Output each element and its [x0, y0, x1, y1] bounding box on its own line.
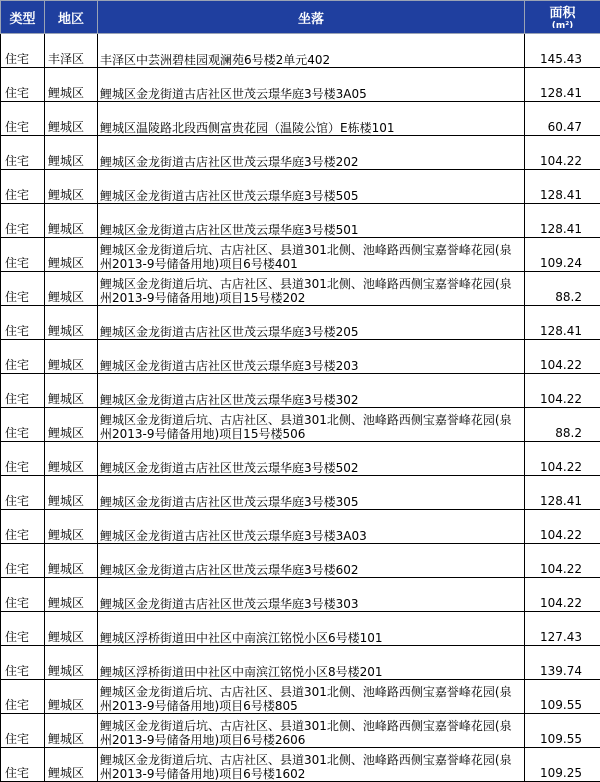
cell-area: 鲤城区 — [45, 238, 98, 272]
cell-type: 住宅 — [1, 476, 45, 510]
cell-size: 109.24 — [525, 238, 600, 272]
cell-address: 鲤城区金龙街道古店社区世茂云璟华庭3号楼501 — [98, 204, 525, 238]
cell-size: 104.22 — [525, 442, 600, 476]
cell-type: 住宅 — [1, 68, 45, 102]
table-row — [1, 340, 600, 374]
cell-area: 鲤城区 — [45, 340, 98, 374]
cell-address: 鲤城区金龙街道后坑、古店社区、县道301北侧、池峰路西侧宝嘉誉峰花园(泉州2013-9号储备用地)项目6号楼1602 — [98, 748, 525, 782]
cell-address: 鲤城区金龙街道古店社区世茂云璟华庭3号楼305 — [98, 476, 525, 510]
cell-size: 145.43 — [525, 34, 600, 68]
cell-address: 丰泽区中芸洲碧桂园观澜苑6号楼2单元402 — [98, 34, 525, 68]
cell-address: 鲤城区金龙街道古店社区世茂云璟华庭3号楼3A03 — [98, 510, 525, 544]
table-row — [1, 748, 600, 782]
cell-size: 109.55 — [525, 680, 600, 714]
table-row — [1, 68, 600, 102]
cell-type: 住宅 — [1, 340, 45, 374]
cell-address: 鲤城区金龙街道古店社区世茂云璟华庭3号楼502 — [98, 442, 525, 476]
cell-size: 104.22 — [525, 136, 600, 170]
cell-type: 住宅 — [1, 646, 45, 680]
cell-address: 鲤城区浮桥街道田中社区中南滨江铭悦小区8号楼201 — [98, 646, 525, 680]
cell-size: 104.22 — [525, 340, 600, 374]
cell-area: 鲤城区 — [45, 680, 98, 714]
cell-area: 鲤城区 — [45, 102, 98, 136]
table-row — [1, 238, 600, 272]
cell-address: 鲤城区浮桥街道田中社区中南滨江铭悦小区6号楼101 — [98, 612, 525, 646]
cell-area: 鲤城区 — [45, 204, 98, 238]
cell-address: 鲤城区温陵路北段西侧富贵花园（温陵公馆）E栋楼101 — [98, 102, 525, 136]
size-header-label: 面积 — [549, 6, 575, 21]
cell-address: 鲤城区金龙街道古店社区世茂云璟华庭3号楼203 — [98, 340, 525, 374]
cell-area: 鲤城区 — [45, 68, 98, 102]
cell-size: 128.41 — [525, 476, 600, 510]
cell-type: 住宅 — [1, 748, 45, 782]
cell-address: 鲤城区金龙街道后坑、古店社区、县道301北侧、池峰路西侧宝嘉誉峰花园(泉州2013-9号储备用地)项目15号楼202 — [98, 272, 525, 306]
cell-size: 60.47 — [525, 102, 600, 136]
cell-area: 鲤城区 — [45, 170, 98, 204]
table-row — [1, 102, 600, 136]
table-row — [1, 612, 600, 646]
cell-area: 鲤城区 — [45, 136, 98, 170]
cell-area: 鲤城区 — [45, 272, 98, 306]
cell-type: 住宅 — [1, 714, 45, 748]
table-row — [1, 306, 600, 340]
cell-size: 104.22 — [525, 578, 600, 612]
cell-size: 127.43 — [525, 612, 600, 646]
cell-size: 109.25 — [525, 748, 600, 782]
cell-type: 住宅 — [1, 34, 45, 68]
cell-size: 104.22 — [525, 544, 600, 578]
cell-area: 鲤城区 — [45, 578, 98, 612]
cell-type: 住宅 — [1, 374, 45, 408]
cell-size: 139.74 — [525, 646, 600, 680]
cell-type: 住宅 — [1, 204, 45, 238]
table-row — [1, 646, 600, 680]
table-row — [1, 442, 600, 476]
cell-size: 109.55 — [525, 714, 600, 748]
cell-type: 住宅 — [1, 680, 45, 714]
cell-type: 住宅 — [1, 510, 45, 544]
table-row — [1, 578, 600, 612]
cell-type: 住宅 — [1, 170, 45, 204]
cell-type: 住宅 — [1, 272, 45, 306]
cell-address: 鲤城区金龙街道古店社区世茂云璟华庭3号楼602 — [98, 544, 525, 578]
cell-area: 鲤城区 — [45, 612, 98, 646]
cell-type: 住宅 — [1, 612, 45, 646]
cell-area: 鲤城区 — [45, 646, 98, 680]
cell-size: 128.41 — [525, 306, 600, 340]
cell-type: 住宅 — [1, 136, 45, 170]
table-row — [1, 714, 600, 748]
table-row — [1, 34, 600, 68]
cell-area: 鲤城区 — [45, 374, 98, 408]
cell-address: 鲤城区金龙街道后坑、古店社区、县道301北侧、池峰路西侧宝嘉誉峰花园(泉州2013-9号储备用地)项目6号楼401 — [98, 238, 525, 272]
cell-area: 丰泽区 — [45, 34, 98, 68]
cell-address: 鲤城区金龙街道古店社区世茂云璟华庭3号楼302 — [98, 374, 525, 408]
cell-area: 鲤城区 — [45, 748, 98, 782]
cell-size: 128.41 — [525, 68, 600, 102]
cell-size: 104.22 — [525, 510, 600, 544]
table-row — [1, 544, 600, 578]
cell-address: 鲤城区金龙街道后坑、古店社区、县道301北侧、池峰路西侧宝嘉誉峰花园(泉州2013-9号储备用地)项目15号楼506 — [98, 408, 525, 442]
table-header-row — [1, 1, 600, 34]
table-row — [1, 272, 600, 306]
column-header-address: 坐落 — [98, 1, 525, 34]
cell-size: 88.2 — [525, 408, 600, 442]
table-row — [1, 170, 600, 204]
cell-address: 鲤城区金龙街道古店社区世茂云璟华庭3号楼205 — [98, 306, 525, 340]
cell-area: 鲤城区 — [45, 306, 98, 340]
column-header-type: 类型 — [1, 1, 45, 34]
table-row — [1, 680, 600, 714]
cell-size: 128.41 — [525, 204, 600, 238]
cell-area: 鲤城区 — [45, 510, 98, 544]
cell-area: 鲤城区 — [45, 476, 98, 510]
cell-area: 鲤城区 — [45, 408, 98, 442]
cell-type: 住宅 — [1, 544, 45, 578]
cell-size: 104.22 — [525, 374, 600, 408]
cell-address: 鲤城区金龙街道古店社区世茂云璟华庭3号楼202 — [98, 136, 525, 170]
cell-size: 128.41 — [525, 170, 600, 204]
cell-address: 鲤城区金龙街道后坑、古店社区、县道301北侧、池峰路西侧宝嘉誉峰花园(泉州2013-9号储备用地)项目6号楼2606 — [98, 714, 525, 748]
table-row — [1, 476, 600, 510]
table-row — [1, 136, 600, 170]
cell-size: 88.2 — [525, 272, 600, 306]
cell-type: 住宅 — [1, 238, 45, 272]
table-row — [1, 204, 600, 238]
cell-address: 鲤城区金龙街道古店社区世茂云璟华庭3号楼3A05 — [98, 68, 525, 102]
table-row — [1, 374, 600, 408]
cell-type: 住宅 — [1, 578, 45, 612]
cell-area: 鲤城区 — [45, 442, 98, 476]
cell-type: 住宅 — [1, 306, 45, 340]
cell-area: 鲤城区 — [45, 544, 98, 578]
size-header-unit: (m²) — [525, 20, 600, 28]
column-header-area: 地区 — [45, 1, 98, 34]
cell-address: 鲤城区金龙街道后坑、古店社区、县道301北侧、池峰路西侧宝嘉誉峰花园(泉州2013-9号储备用地)项目6号楼805 — [98, 680, 525, 714]
column-header-size — [525, 1, 600, 34]
table-row — [1, 408, 600, 442]
cell-type: 住宅 — [1, 442, 45, 476]
cell-type: 住宅 — [1, 408, 45, 442]
cell-address: 鲤城区金龙街道古店社区世茂云璟华庭3号楼303 — [98, 578, 525, 612]
table-row — [1, 510, 600, 544]
cell-address: 鲤城区金龙街道古店社区世茂云璟华庭3号楼505 — [98, 170, 525, 204]
cell-type: 住宅 — [1, 102, 45, 136]
table-body — [1, 34, 600, 782]
cell-area: 鲤城区 — [45, 714, 98, 748]
